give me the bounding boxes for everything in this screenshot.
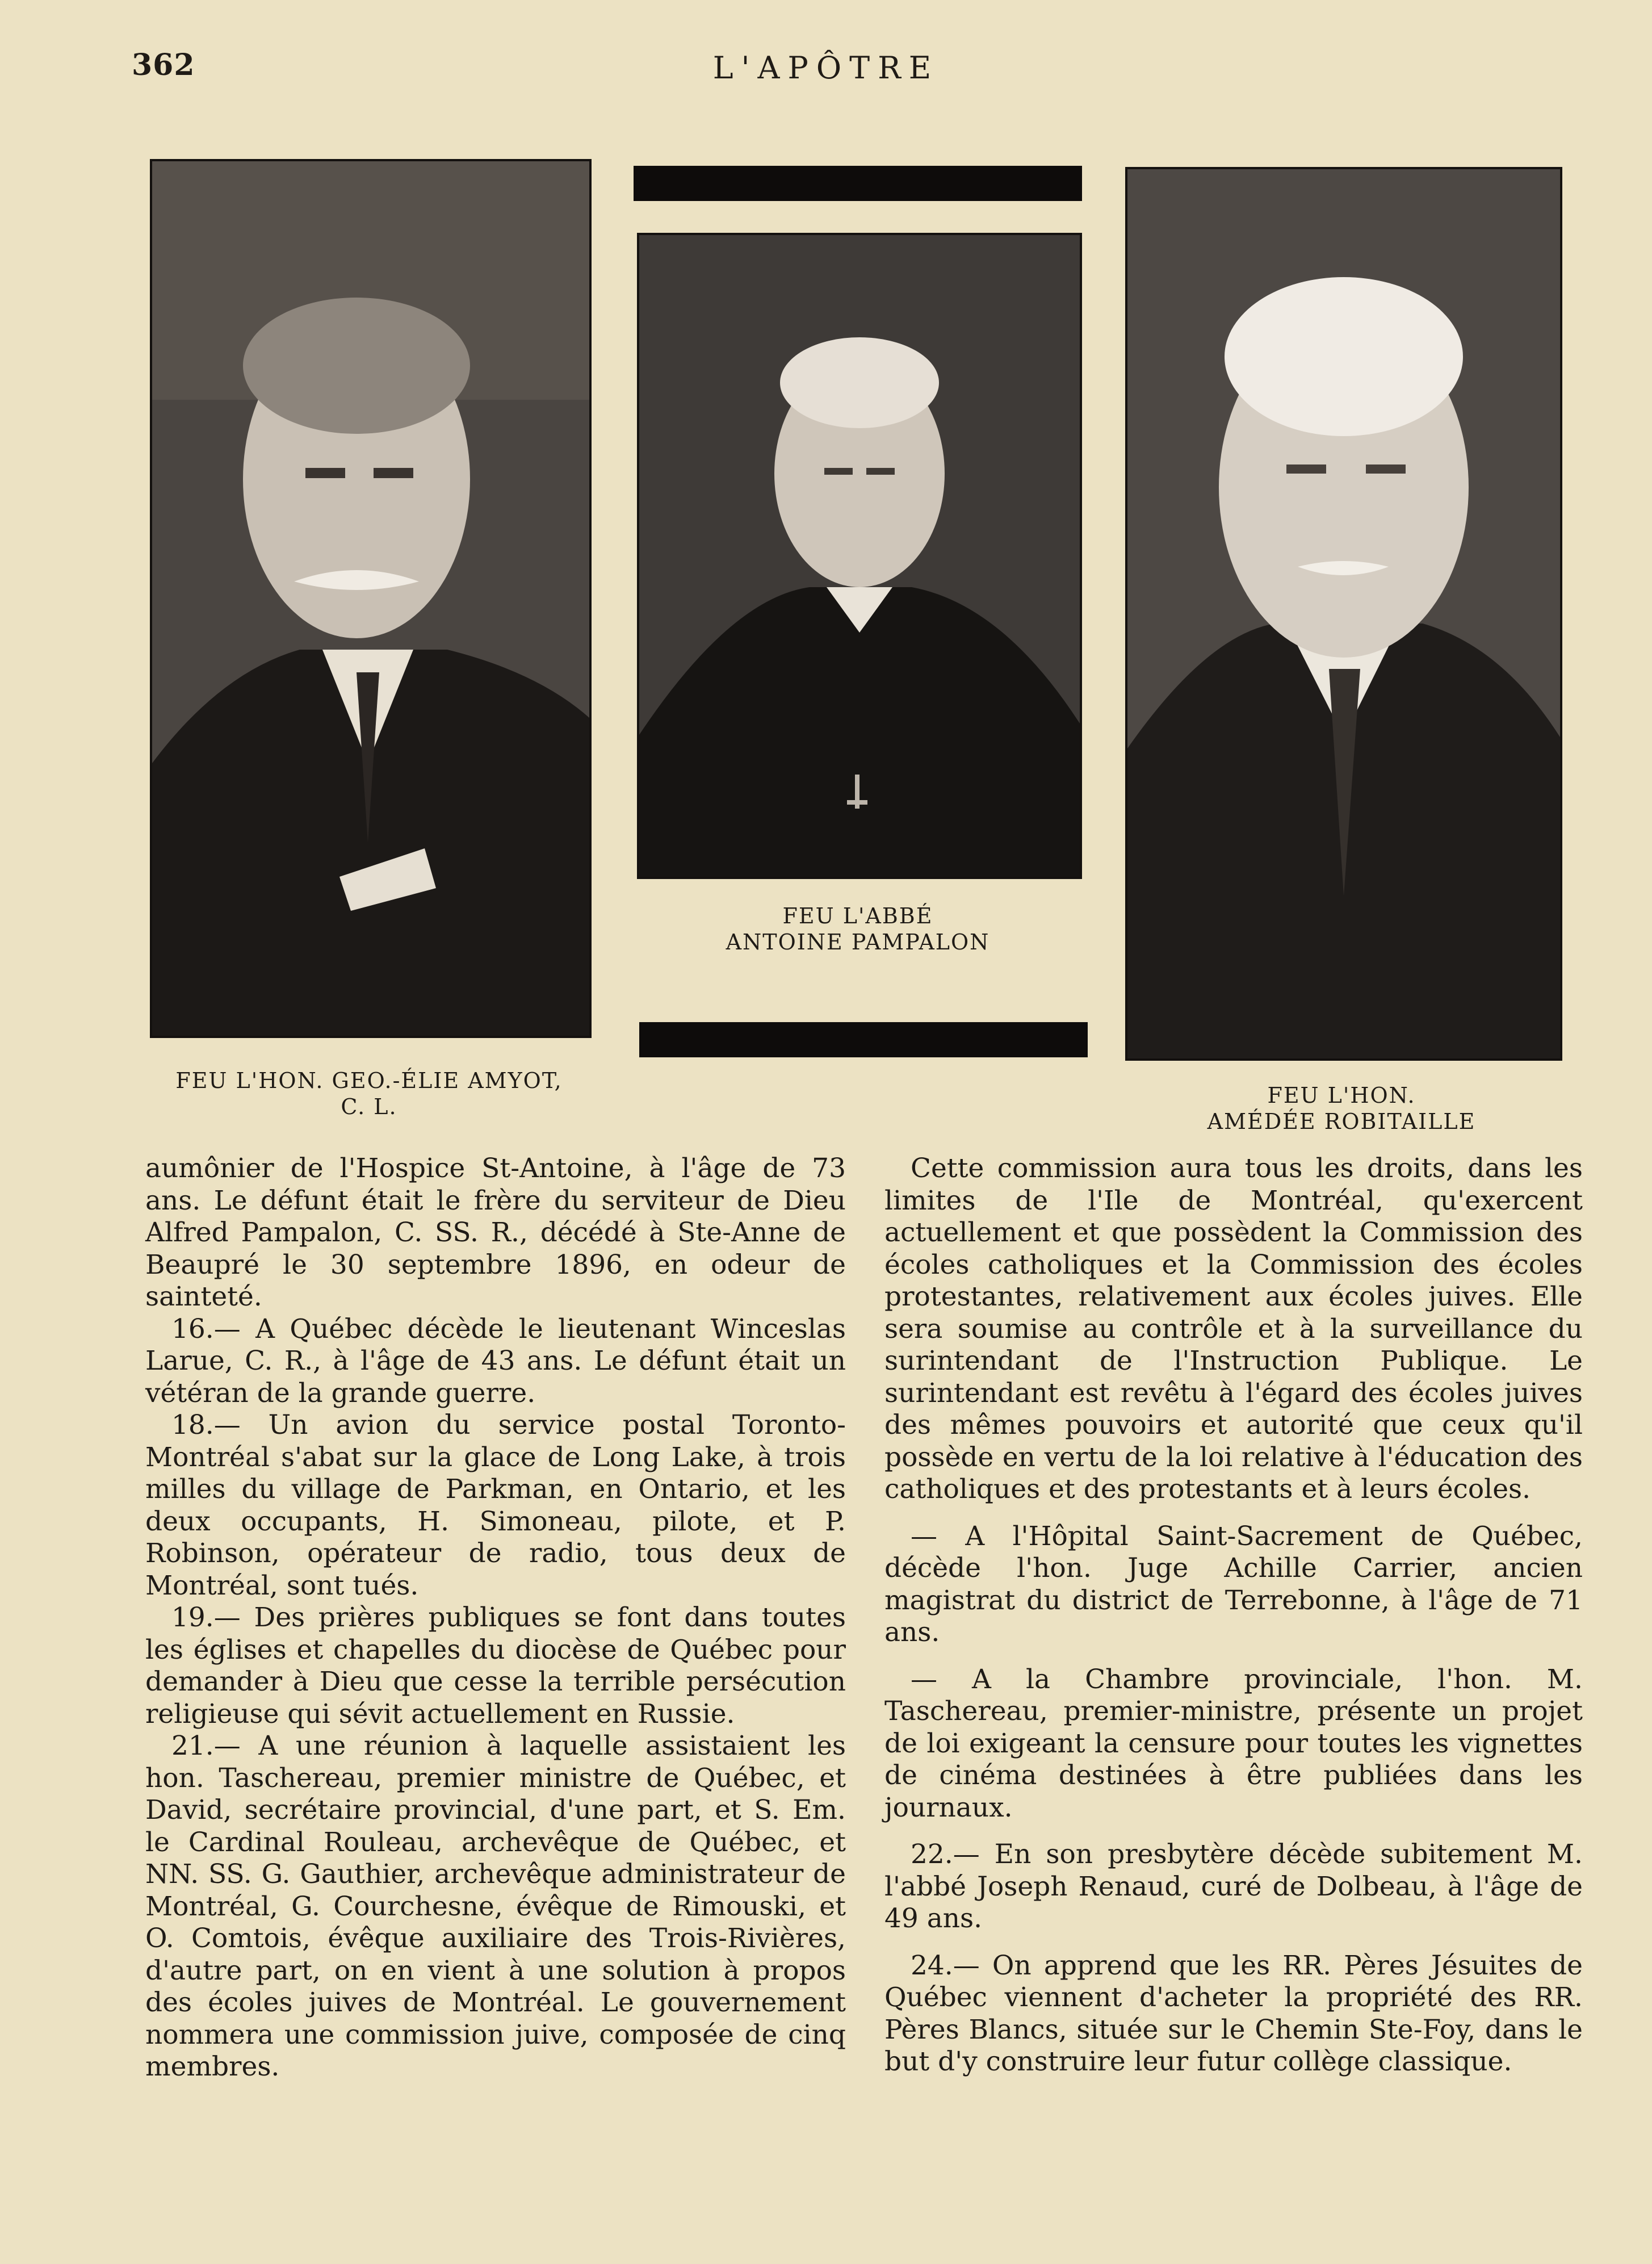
left-column (145, 1153, 846, 2083)
paragraph-commission: Cette commission aura tous les droits, dans les limites de l'Ile de Montréal, qu'exercent actuellement et que possèdent la Commission des écoles catholiques et la Commission des écoles protestantes, relativement aux écoles juives. Elle sera soumise au contrôle et à la surveillance du surintendant de l'Instruction Publique. Le surintendant est revêtu à l'égard des écoles juives des mêmes pouvoirs et autorité que ceux qu'il possède en vertu de la loi relative à l'éducation des catholiques et des protestants et à leurs écoles. (884, 1153, 1583, 1505)
paragraph-21-reunion: 21.— A une réunion à laquelle assistaient les hon. Taschereau, premier ministre de Québec, et David, secrétaire provincial, d'une part, et S. Em. le Cardinal Rouleau, archevêque de Québec, et NN. SS. G. Gauthier, archevêque administrateur de Montréal, G. Courchesne, évêque de Rimouski, et O. Comtois, évêque auxiliaire des Trois-Rivières, d'autre part, on en vient à une solution à propos des écoles juives de Montréal. Le gouvernement nommera une commission juive, composée de cinq membres. (145, 1730, 846, 2082)
paragraph-16-larue: 16.— A Québec décède le lieutenant Winceslas Larue, C. R., à l'âge de 43 ans. Le défunt était un vétéran de la grande guerre. (145, 1313, 846, 1409)
paragraph-censure: — A la Chambre provinciale, l'hon. M. Taschereau, premier-ministre, présente un projet de loi exigeant la censure pour toutes les vignettes de cinéma destinées à être publiées dans les journaux. (884, 1663, 1583, 1823)
caption-amyot-line1: FEU L'HON. GEO.-ÉLIE AMYOT, (175, 1068, 563, 1093)
caption-robitaille-line2: AMÉDÉE ROBITAILLE (1207, 1109, 1476, 1134)
caption-pampalon-line2: ANTOINE PAMPALON (726, 930, 990, 955)
paragraph-19-prieres: 19.— Des prières publiques se font dans toutes les églises et chapelles du diocèse de Québec pour demander à Dieu que cesse la terrible persécution religieuse qui sévit actuellement en Russie. (145, 1602, 846, 1730)
caption-robitaille (1101, 1082, 1582, 1135)
center-top-bar (634, 166, 1082, 201)
paragraph-22-renaud: 22.— En son presbytère décède subitement M. l'abbé Joseph Renaud, curé de Dolbeau, à l'âge de 49 ans. (884, 1839, 1583, 1934)
paragraph-18-avion: 18.— Un avion du service postal Toronto-Montréal s'abat sur la glace de Long Lake, à trois milles du village de Parkman, en Ontario, et les deux occupants, H. Simoneau, pilote, et P. Robinson, opérateur de radio, tous deux de Montréal, sont tués. (145, 1409, 846, 1601)
paragraph-carrier: — A l'Hôpital Saint-Sacrement de Québec, décède l'hon. Juge Achille Carrier, ancien magistrat du district de Terrebonne, à l'âge de 71 ans. (884, 1520, 1583, 1648)
paragraph-24-jesuites: 24.— On apprend que les RR. Pères Jésuites de Québec viennent d'acheter la propriété des RR. Pères Blancs, située sur le Chemin Ste-Foy, dans le but d'y construire leur futur collège classique. (884, 1949, 1583, 2077)
page-number: 362 (132, 48, 195, 82)
caption-amyot-line2: C. L. (341, 1094, 397, 1119)
right-column (884, 1153, 1583, 2078)
portrait-robitaille-photo (1125, 167, 1562, 1061)
caption-robitaille-line1: FEU L'HON. (1267, 1083, 1416, 1108)
caption-amyot (125, 1068, 613, 1120)
portrait-amyot-photo (150, 159, 592, 1038)
caption-pampalon (634, 903, 1082, 955)
center-bottom-bar (639, 1022, 1088, 1057)
paragraph-pampalon-continued: aumônier de l'Hospice St-Antoine, à l'âge de 73 ans. Le défunt était le frère du serviteur de Dieu Alfred Pampalon, C. SS. R., décédé à Ste-Anne de Beaupré le 30 septembre 1896, en odeur de sainteté. (145, 1153, 846, 1312)
running-title: L'APÔTRE (712, 50, 940, 86)
caption-pampalon-line1: FEU L'ABBÉ (782, 903, 933, 928)
portrait-pampalon-photo (637, 233, 1082, 879)
